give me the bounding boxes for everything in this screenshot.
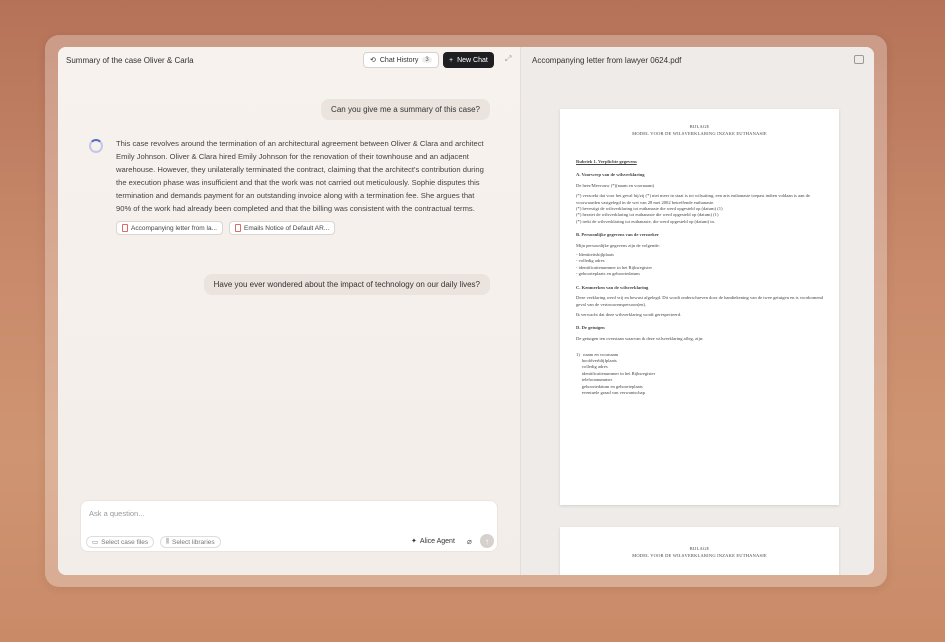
expand-icon[interactable]: ⤢ <box>505 54 512 63</box>
list-item: - geboorteplaats en geboortedatum <box>576 271 640 277</box>
page-body <box>576 159 823 396</box>
page-header <box>576 123 823 137</box>
header-line: MODEL VOOR DE WILSVERKLARING INZAKE EUTHANASIE <box>632 131 767 136</box>
paragraph: (*) verzoekt dat voor het geval hij/zij (*) niet meer in staat is tot wilsuiting, een arts euthanasie toepast indien voldaan is aan de voorwaarden vastgelegd in de wet van 28 mei 2002 betreffende euthanasie. <box>576 193 810 205</box>
source-chip[interactable] <box>229 221 335 235</box>
new-chat-label: New Chat <box>457 56 488 64</box>
list-item: - volledig adres <box>576 258 605 264</box>
list-item: eventuele graad van verwantschap <box>576 389 645 395</box>
attachment-icon[interactable]: ⌀ <box>467 537 472 546</box>
source-chip[interactable] <box>116 221 223 235</box>
sparkle-icon: ✦ <box>411 538 417 545</box>
composer <box>80 500 498 552</box>
app-window <box>58 47 874 575</box>
agent-label: Alice Agent <box>419 537 455 545</box>
agent-selector[interactable] <box>411 537 455 545</box>
sidebar-toggle-icon[interactable] <box>854 55 864 64</box>
select-libraries-label: Select libraries <box>172 538 215 546</box>
chat-title: Summary of the case Oliver & Carla <box>66 55 194 65</box>
list-item: identificatienummer in het Rijksregister <box>576 370 656 376</box>
section-heading: D. De getuigen <box>576 325 605 331</box>
source-label: Accompanying letter from la... <box>131 224 217 232</box>
chat-panel <box>58 47 520 575</box>
section-heading: C. Kenmerken van de wilsverklaring <box>576 284 649 290</box>
arrow-up-icon: ↑ <box>485 536 489 546</box>
folder-icon: ▭ <box>92 539 99 546</box>
select-case-files-label: Select case files <box>101 538 149 546</box>
list-item: geboortedatum en geboorteplaats <box>576 383 643 389</box>
chat-history-label: Chat History <box>379 56 419 64</box>
page-header <box>576 545 823 559</box>
plus-icon: + <box>449 56 454 64</box>
section-heading: A. Voorwerp van de wilsverklaring <box>576 172 645 178</box>
chat-history-button[interactable] <box>363 52 439 68</box>
assistant-message <box>91 137 491 235</box>
paragraph: De getuigen ten overstaan waarvan ik deze wilsverklaring afleg, zijn: <box>576 335 704 341</box>
paragraph: (*) trekt de wilsverklaring tot euthanasie, die werd opgesteld op (datum) in. <box>576 218 715 224</box>
paragraph: Ik verwacht dat deze wilsverklaring wordt gerespecteerd. <box>576 311 682 317</box>
rubriek-heading: Rubriek 1. Verplichte gegevens <box>576 159 637 164</box>
new-chat-button[interactable] <box>443 52 494 68</box>
select-libraries-button[interactable] <box>160 536 221 548</box>
header-line: BIJLAGE <box>689 124 710 129</box>
list-item: volledig adres <box>576 364 608 370</box>
chat-history-count: 3 <box>422 57 431 63</box>
document-page <box>560 109 839 505</box>
list-item: - identificatienummer in het Rijksregister <box>576 264 653 270</box>
question-input[interactable]: Ask a question... <box>89 509 145 518</box>
header-line: BIJLAGE <box>689 546 710 551</box>
paragraph: Mijn persoonlijke gegevens zijn de volgende: <box>576 242 660 248</box>
send-button[interactable] <box>480 534 494 548</box>
paragraph: Deze verklaring werd vrij en bewust afgelegd. Dit wordt onderschreven door de handtekening van de twee getuigen en is voorkomend geval van de vertrouwenspersoon(en). <box>576 295 823 307</box>
source-label: Emails Notice of Default AR... <box>243 224 330 232</box>
paragraph: De heer/Mevrouw (*)(naam en voornaam) <box>576 182 655 188</box>
section-heading: B. Persoonlijke gegevens van de verzoeker <box>576 232 659 238</box>
paragraph: (*) bevestigt de wilsverklaring tot euthanasie die werd opgesteld op (datum) (1) <box>576 206 723 212</box>
header-line: MODEL VOOR DE WILSVERKLARING INZAKE EUTHANASIE <box>632 553 767 558</box>
history-icon: ⟲ <box>370 57 376 64</box>
loading-spinner-icon <box>89 139 103 153</box>
pdf-file-icon <box>122 224 128 232</box>
document-page <box>560 527 839 575</box>
document-title: Accompanying letter from lawyer 0624.pdf <box>532 55 682 65</box>
document-header <box>521 47 874 73</box>
paragraph: (*) herziet de wilsverklaring tot euthanasie die werd opgesteld op (datum) (1) <box>576 212 719 218</box>
list-item: hoofdverblijfplaats <box>576 357 617 363</box>
select-case-files-button[interactable] <box>86 536 154 548</box>
pdf-file-icon <box>235 224 241 232</box>
list-item: 1) naam en voornaam <box>576 351 619 357</box>
list-item: telefoonnummer <box>576 377 613 383</box>
document-panel <box>520 47 874 575</box>
user-message: Can you give me a summary of this case? <box>321 99 490 120</box>
library-icon: ⫼ <box>166 538 169 545</box>
source-list <box>116 221 491 235</box>
user-message: Have you ever wondered about the impact of technology on our daily lives? <box>204 274 490 295</box>
assistant-answer: This case revolves around the termination of an architectural agreement between Oliver & Clara and architect Emily Johnson. Oliver & Clara hired Emily Johnson for the renovation of their townhouse and an adjacent warehouse. However, they unilaterally terminated the contract, claiming that the architect's contribution during the execution phase was insufficient and that the work was not carried out meticulously. Sophie disputes this termination and demands payment for an outstanding invoice along with a termination fee. She argues that 90% of the work had already been completed and that the billing was consistent with the contractual terms. <box>116 139 484 213</box>
chat-header <box>58 47 520 73</box>
list-item: - Identiteitsbijlplaats <box>576 252 614 258</box>
